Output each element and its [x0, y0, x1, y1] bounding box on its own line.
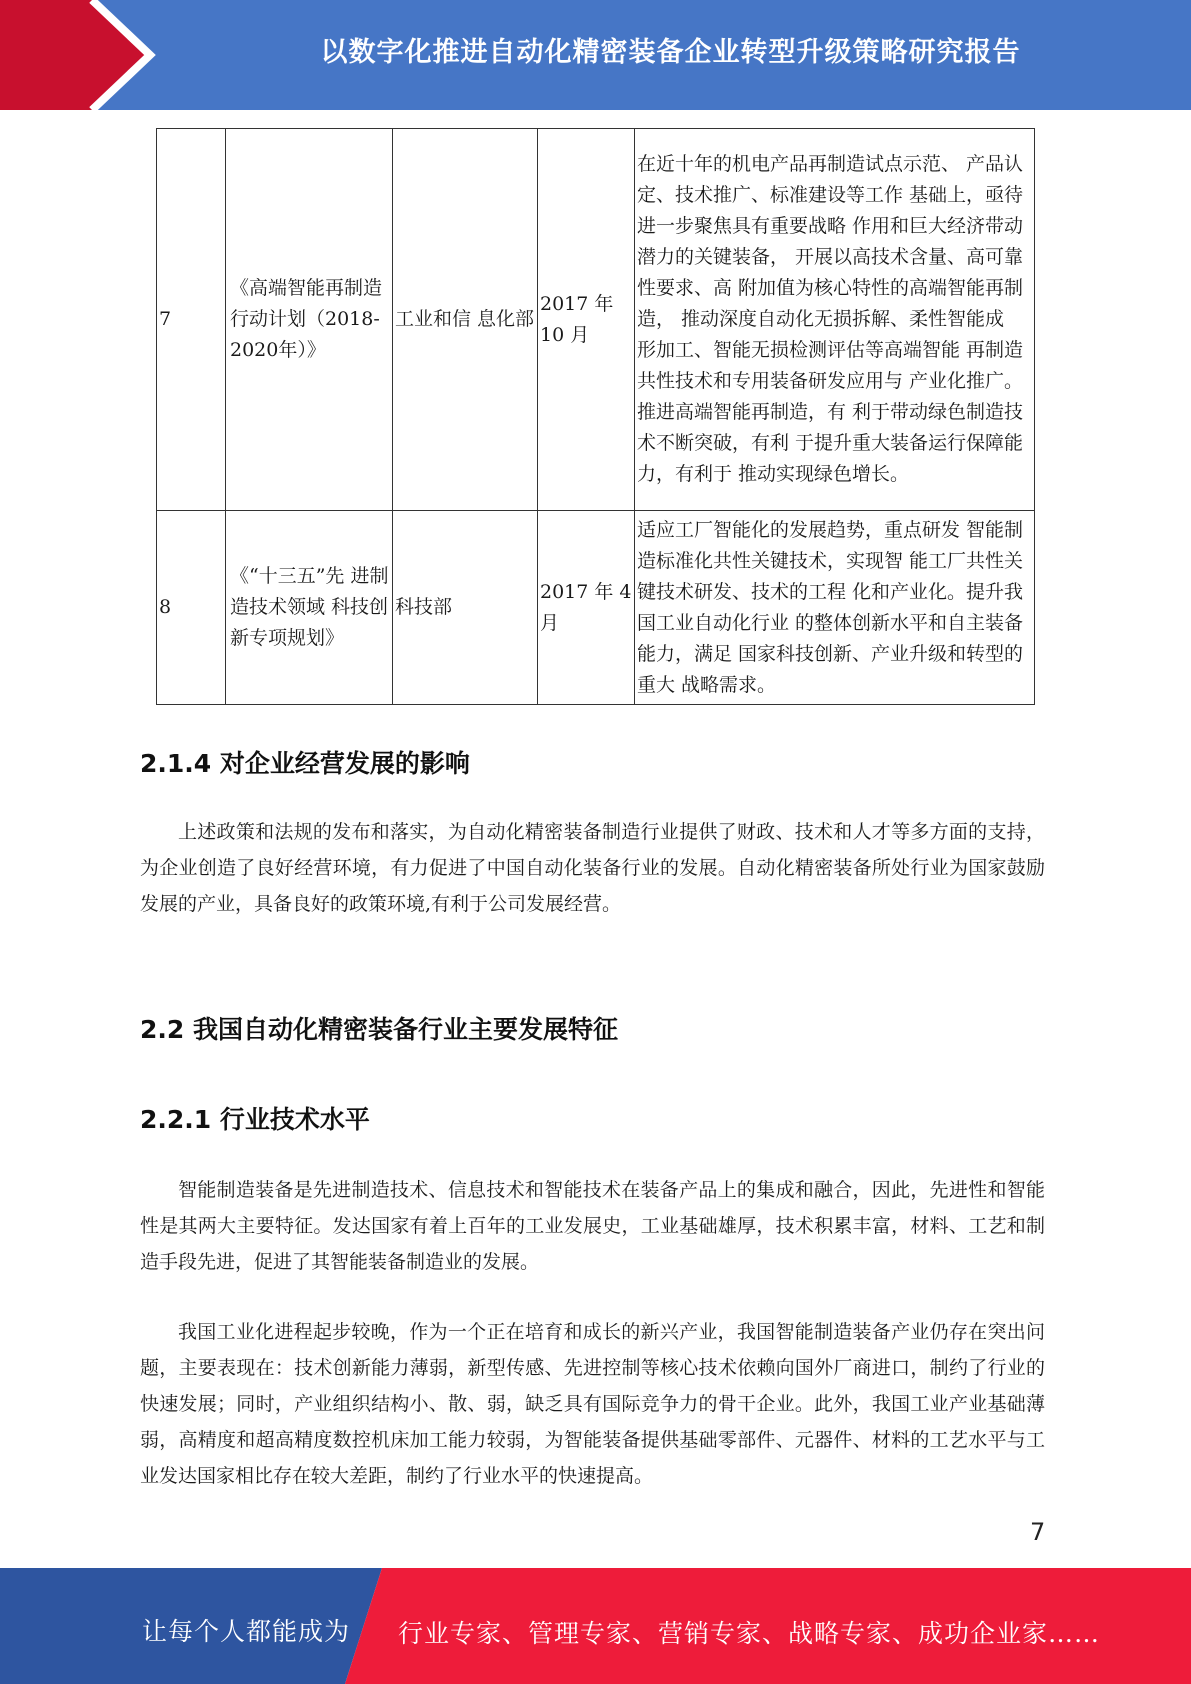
section-2-2-1-paragraph-2: 我国工业化进程起步较晚，作为一个正在培育和成长的新兴产业，我国智能制造装备产业仍存在突出问题，主要表现在：技术创新能力薄弱，新型传感、先进控制等核心技术依赖向国外厂商进口，制约了行业的快速发展；同时，产业组织结构小、散、弱，缺乏具有国际竞争力的骨干企业。此外，我国工业产业基础薄弱，高精度和超高精度数控机床加工能力较弱，为智能装备提供基础零部件、元器件、材料的工艺水平与工业发达国家相比存在较大差距，制约了行业水平的快速提高。: [140, 1321, 1045, 1487]
page-footer: [0, 1568, 1191, 1684]
section-heading-2-2: 2.2 我国自动化精密装备行业主要发展特征: [140, 1015, 618, 1044]
policy-table: [156, 128, 1035, 705]
section-2-1-4-paragraph: 上述政策和法规的发布和落实，为自动化精密装备制造行业提供了财政、技术和人才等多方面的支持，为企业创造了良好经营环境，有力促进了中国自动化装备行业的发展。自动化精密装备所处行业为国家鼓励发展的产业，具备良好的政策环境,有利于公司发展经营。: [140, 821, 1045, 915]
row-number: 8: [157, 511, 226, 705]
page-header: [0, 0, 1191, 110]
row-number: 7: [157, 129, 226, 511]
page-number: 7: [1030, 1518, 1046, 1546]
section-2-2-1-paragraph-1: 智能制造装备是先进制造技术、信息技术和智能技术在装备产品上的集成和融合，因此，先进性和智能性是其两大主要特征。发达国家有着上百年的工业发展史，工业基础雄厚，技术积累丰富，材料、工艺和制造手段先进，促进了其智能装备制造业的发展。: [140, 1179, 1045, 1273]
policy-description: 适应工厂智能化的发展趋势，重点研发 智能制造标准化共性关键技术，实现智 能工厂共性关键技术研发、技术的工程 化和产业化。提升我国工业自动化行业 的整体创新水平和自主装备能力，满足 国家科技创新、产业升级和转型的重大 战略需求。: [635, 511, 1035, 705]
policy-name: 《高端智能再制造行动计划（2018-2020年）》: [226, 129, 393, 511]
section-heading-2-2-1: 2.2.1 行业技术水平: [140, 1105, 370, 1134]
policy-name: 《“十三五”先 进制造技术领域 科技创新专项规划》: [226, 511, 393, 705]
policy-date: 2017 年 10 月: [538, 129, 635, 511]
table-row: [157, 129, 1035, 511]
policy-description: 在近十年的机电产品再制造试点示范、 产品认定、技术推广、标准建设等工作 基础上，亟待进一步聚焦具有重要战略 作用和巨大经济带动潜力的关键装备， 开展以高技术含量、高可靠性要求、高 附加值为核心特性的高端智能再制造， 推动深度自动化无损拆解、柔性智能成 形加工、智能无损检测评估等高端智能 再制造共性技术和专用装备研发应用与 产业化推广。推进高端智能再制造，有 利于带动绿色制造技术不断突破，有利 于提升重大装备运行保障能力，有利于 推动实现绿色增长。: [635, 129, 1035, 511]
section-heading-2-1-4: 2.1.4 对企业经营发展的影响: [140, 749, 470, 778]
policy-department: 科技部: [393, 511, 538, 705]
policy-date: 2017 年 4 月: [538, 511, 635, 705]
footer-slogan-right: 行业专家、管理专家、营销专家、战略专家、成功企业家……: [398, 1619, 1101, 1648]
table-row: [157, 511, 1035, 705]
policy-department: 工业和信 息化部: [393, 129, 538, 511]
footer-slogan-left: 让每个人都能成为: [142, 1617, 351, 1646]
header-title: 以数字化推进自动化精密装备企业转型升级策略研究报告: [320, 37, 1021, 68]
